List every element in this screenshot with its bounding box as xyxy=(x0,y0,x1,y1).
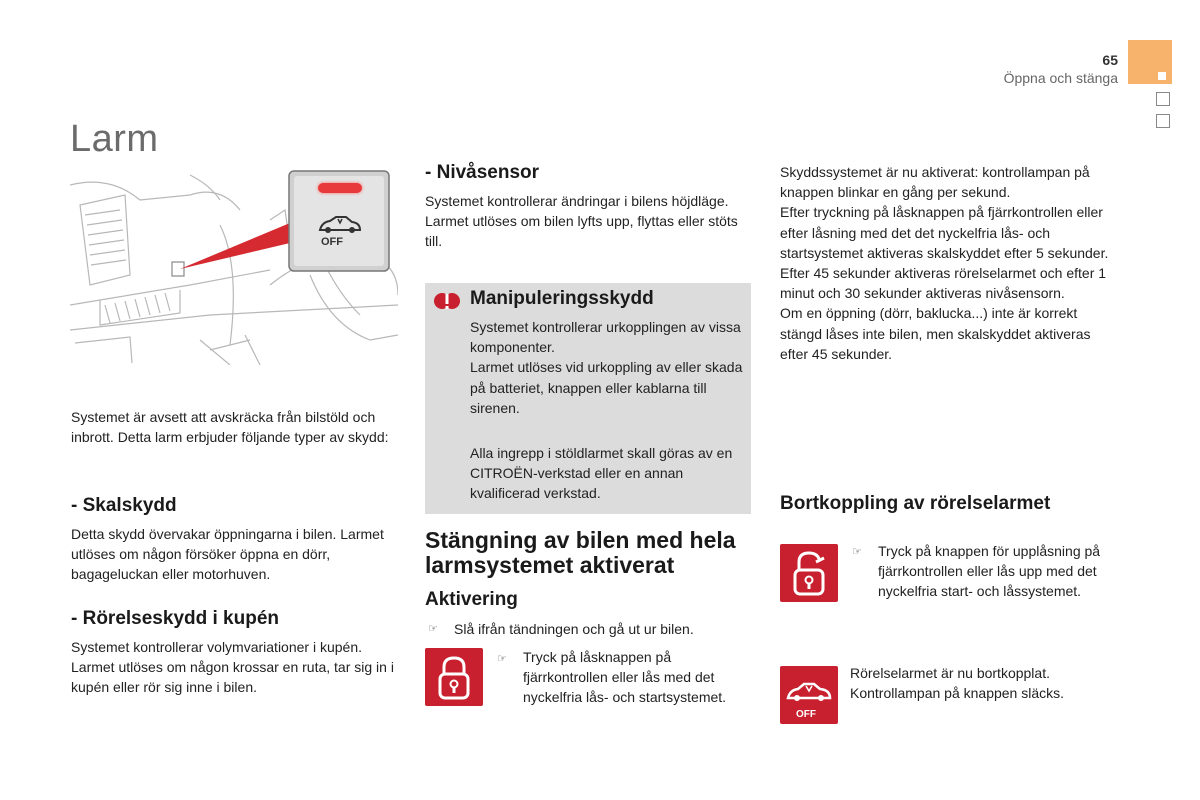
aktivering-step-2: Tryck på låsknappen på fjärrkontrollen eller lås med det nyckelfria lås- och startsystemet. xyxy=(523,649,727,706)
page-title: Larm xyxy=(70,118,159,160)
skalskydd-heading: - Skalskydd xyxy=(71,495,177,516)
unlock-icon xyxy=(780,544,838,602)
activation-info-text: Skyddssystemet är nu aktiverat: kontrollampan på knappen blinkar en gång per sekund. Efter tryckning på låsknappen på fjärrkontrollen eller efter låsning med det det nyckelfria lås- och startsystemet aktiveras skalskyddet efter 5 sekunder. Efter 45 sekunder aktiveras rörelselarmet och efter 1 minut och 30 sekunder aktiveras nivåsensorn. Om en öppning (dörr, baklucka...) inte är korrekt stängd låses inte bilen, men skalskyddet aktiveras efter 45 sekunder. xyxy=(780,164,1109,362)
lock-icon xyxy=(425,648,483,706)
bortkoppling-result: Rörelselarmet är nu bortkopplat. Kontrollampan på knappen släcks. xyxy=(850,665,1065,702)
dashboard-illustration xyxy=(70,165,398,365)
chapter-tab-active[interactable] xyxy=(1128,40,1172,84)
aktivering-heading: Aktivering xyxy=(425,589,518,610)
warning-icon xyxy=(434,290,460,312)
off-label: OFF xyxy=(796,709,816,720)
nivasensor-text: Systemet kontrollerar ändringar i bilens höjdläge. Larmet utlöses om bilen lyfts upp, flyttas eller stöts till. xyxy=(425,193,738,250)
bullet-icon: ☞ xyxy=(428,623,438,635)
alarm-indicator-led xyxy=(318,183,362,193)
page-number: 65 xyxy=(1102,52,1118,68)
intro-text: Systemet är avsett att avskräcka från bilstöld och inbrott. Detta larm erbjuder följande typer av skydd: xyxy=(71,409,389,446)
rorelseskydd-text: Systemet kontrollerar volymvariationer i kupén. Larmet utlöses om någon krossar en ruta, tar sig in i kupén eller rör sig inne i bilen. xyxy=(71,639,394,696)
bortkoppling-step-1: Tryck på knappen för upplåsning på fjärrkontrollen eller lås upp med det nyckelfria start- och låssystemet. xyxy=(878,543,1101,600)
aktivering-step-1: Slå ifrån tändningen och gå ut ur bilen. xyxy=(454,621,694,637)
section-title: Öppna och stänga xyxy=(1003,70,1118,86)
manipulering-text-1: Systemet kontrollerar urkopplingen av vissa komponenter. Larmet utlöses vid urkoppling av eller skada på batteriet, knappen eller kablarna till sirenen. xyxy=(470,319,743,416)
skalskydd-text: Detta skydd övervakar öppningarna i bilen. Larmet utlöses om någon försöker öppna en dörr, bagageluckan eller motorhuven. xyxy=(71,526,384,583)
chapter-tab[interactable] xyxy=(1156,114,1170,128)
manipulering-text-2: Alla ingrepp i stöldlarmet skall göras av en CITROËN-verkstad eller en annan kvalificerad verkstad. xyxy=(470,445,733,502)
bullet-icon: ☞ xyxy=(497,653,507,665)
car-alarm-off-icon xyxy=(316,214,364,234)
bullet-icon: ☞ xyxy=(852,546,862,558)
chapter-tab[interactable] xyxy=(1156,92,1170,106)
manipulering-heading: Manipuleringsskydd xyxy=(470,288,654,309)
off-label: OFF xyxy=(321,236,343,248)
rorelseskydd-heading: - Rörelseskydd i kupén xyxy=(71,608,280,629)
stangning-heading: Stängning av bilen med hela larmsystemet aktiverat xyxy=(425,527,736,578)
nivasensor-heading: - Nivåsensor xyxy=(425,162,540,183)
bortkoppling-heading: Bortkoppling av rörelselarmet xyxy=(780,493,1051,514)
